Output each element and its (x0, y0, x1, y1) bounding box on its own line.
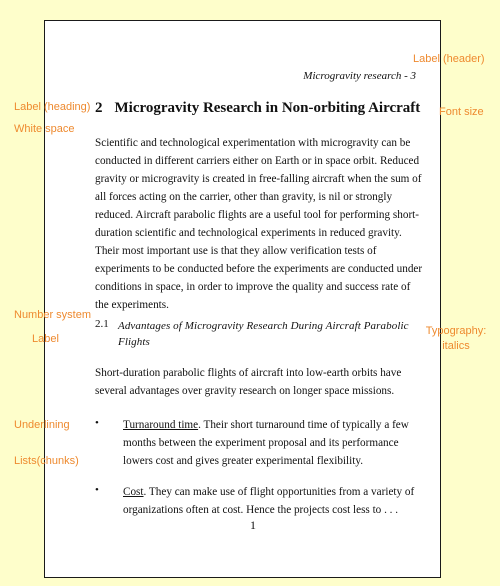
section-number: 2 (95, 100, 103, 116)
annotation-white-space: White space (14, 123, 75, 135)
list-item-term: Turnaround time (123, 419, 199, 431)
bullet-marker: • (95, 417, 99, 429)
annotation-underlining: Underlining (14, 419, 70, 431)
annotation-typography-line1: Typography: (425, 325, 487, 337)
annotation-lists: Lists(chunks) (14, 455, 79, 467)
body-paragraph-1: Scientific and technological experimentation with microgravity can be conducted in different carriers either on Earth or in space orbit. Reduced gravity or microgravity is created in free-falling aircraft when the sum of all forces acting on the carrier, other than gravity, is nil or strongly reduced. Aircraft parabolic flights are a useful tool for performing short-duration scientific and technological experiments in reduced gravity. Their most important use is that they allow verification tests of experiments to be conducted before the experiments are conducted under conditions in space, in order to improve the quality and success rate of the experiments. (95, 137, 423, 311)
list-item-text (123, 416, 423, 470)
annotation-label-heading: Label (heading) (14, 101, 91, 113)
annotation-label: Label (32, 333, 59, 345)
list-item-text (123, 483, 423, 519)
running-header: Microgravity research - 3 (303, 70, 416, 82)
section-title: Microgravity Research in Non-orbiting Aircraft (114, 100, 421, 116)
annotation-typography (424, 325, 488, 353)
list-item-term: Cost (123, 486, 144, 498)
annotation-font-size: Font size (439, 106, 484, 118)
section-heading (95, 100, 420, 117)
list-item-body: . They can make use of flight opportunities from a variety of organizations often at cost. Hence the projects cost less to . . . (123, 486, 415, 516)
list-item-body: . Their short turnaround time of typically a few months between the experiment proposal and its performance lowers cost and gives greater experimental flexibility. (123, 419, 409, 467)
body-paragraph-2: Short-duration parabolic flights of aircraft into low-earth orbits have several advantages over gravity research on longer space missions. (95, 367, 402, 397)
page-number: 1 (250, 518, 256, 532)
annotation-label-header: Label (header) (413, 53, 485, 65)
subsection-number: 2.1 (95, 318, 109, 330)
subsection-title: Advantages of Microgravity Research During Aircraft Parabolic Flights (118, 320, 409, 348)
bullet-marker: • (95, 484, 99, 496)
annotation-number-system: Number system (14, 309, 92, 321)
annotation-typography-line2: italics (442, 340, 470, 352)
